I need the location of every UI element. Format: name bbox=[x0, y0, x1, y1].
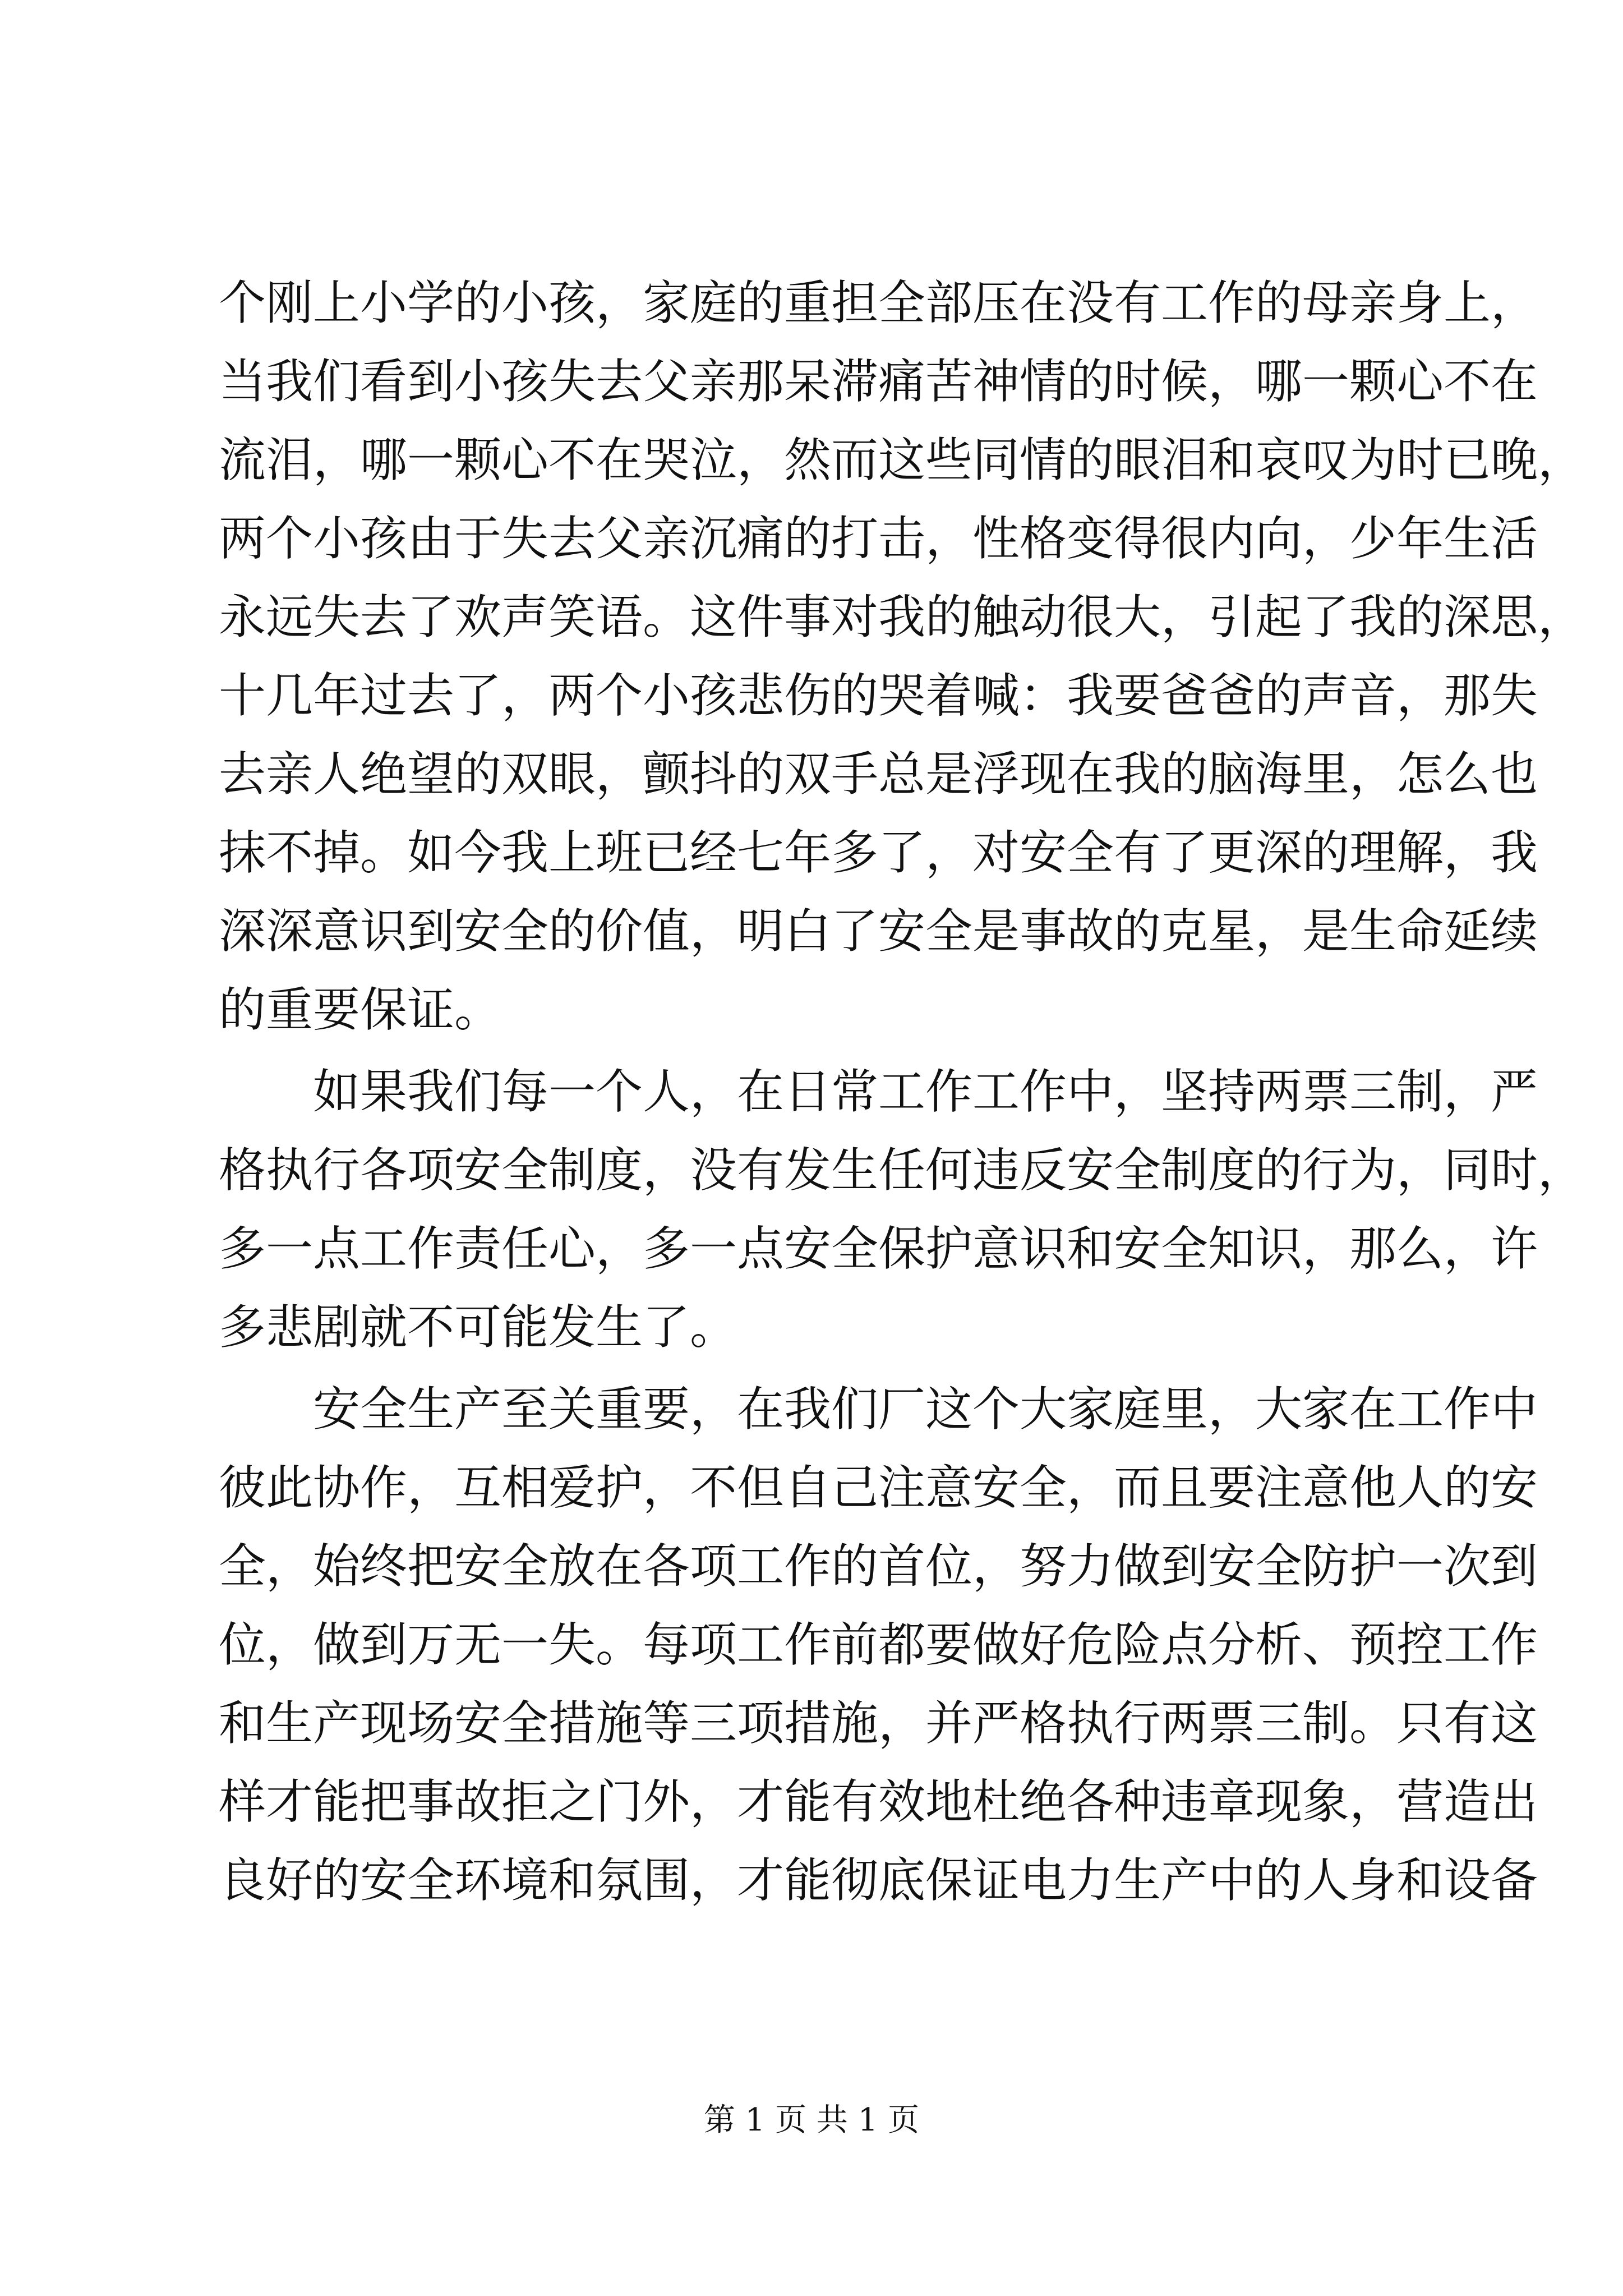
text-line: 抹不掉。如今我上班已经七年多了，对安全有了更深的理解，我 bbox=[219, 825, 1538, 880]
paragraph-3 bbox=[219, 1370, 1538, 1920]
paragraph-2 bbox=[219, 1052, 1585, 1366]
page-number-footer: 第 1 页 共 1 页 bbox=[703, 2102, 920, 2138]
text-line: 流泪，哪一颗心不在哭泣，然而这些同情的眼泪和哀叹为时已晚， bbox=[219, 432, 1585, 487]
text-line: 样才能把事故拒之门外，才能有效地杜绝各种违章现象，营造出 bbox=[219, 1774, 1538, 1829]
text-line: 深深意识到安全的价值，明白了安全是事故的克星，是生命延续 bbox=[219, 904, 1538, 959]
text-line: 位，做到万无一失。每项工作前都要做好危险点分析、预控工作 bbox=[219, 1617, 1538, 1672]
text-line: 格执行各项安全制度，没有发生任何违反安全制度的行为，同时， bbox=[219, 1143, 1585, 1198]
text-line: 个刚上小学的小孩，家庭的重担全部压在没有工作的母亲身上， bbox=[219, 275, 1538, 330]
text-line: 和生产现场安全措施等三项措施，并严格执行两票三制。只有这 bbox=[219, 1696, 1538, 1751]
text-line: 全，始终把安全放在各项工作的首位，努力做到安全防护一次到 bbox=[219, 1539, 1538, 1594]
text-line: 彼此协作，互相爱护，不但自己注意安全，而且要注意他人的安 bbox=[219, 1460, 1538, 1515]
text-line: 两个小孩由于失去父亲沉痛的打击，性格变得很内向，少年生活 bbox=[219, 511, 1538, 566]
text-line: 良好的安全环境和氛围，才能彻底保证电力生产中的人身和设备 bbox=[219, 1853, 1538, 1908]
text-line: 当我们看到小孩失去父亲那呆滞痛苦神情的时候，哪一颗心不在 bbox=[219, 354, 1538, 409]
text-line: 的重要保证。 bbox=[219, 982, 502, 1037]
paragraph-1 bbox=[219, 264, 1585, 1049]
text-line: 如果我们每一个人，在日常工作工作中，坚持两票三制，严 bbox=[313, 1064, 1538, 1119]
text-line: 多悲剧就不可能发生了。 bbox=[219, 1300, 737, 1355]
text-line: 去亲人绝望的双眼，颤抖的双手总是浮现在我的脑海里，怎么也 bbox=[219, 747, 1538, 802]
text-line: 多一点工作责任心，多一点安全保护意识和安全知识，那么，许 bbox=[219, 1221, 1538, 1276]
document-body bbox=[219, 264, 1585, 1920]
text-line: 永远失去了欢声笑语。这件事对我的触动很大，引起了我的深思， bbox=[219, 590, 1585, 645]
text-line: 安全生产至关重要，在我们厂这个大家庭里，大家在工作中 bbox=[313, 1382, 1538, 1437]
text-line: 十几年过去了，两个小孩悲伤的哭着喊：我要爸爸的声音，那失 bbox=[219, 668, 1538, 723]
